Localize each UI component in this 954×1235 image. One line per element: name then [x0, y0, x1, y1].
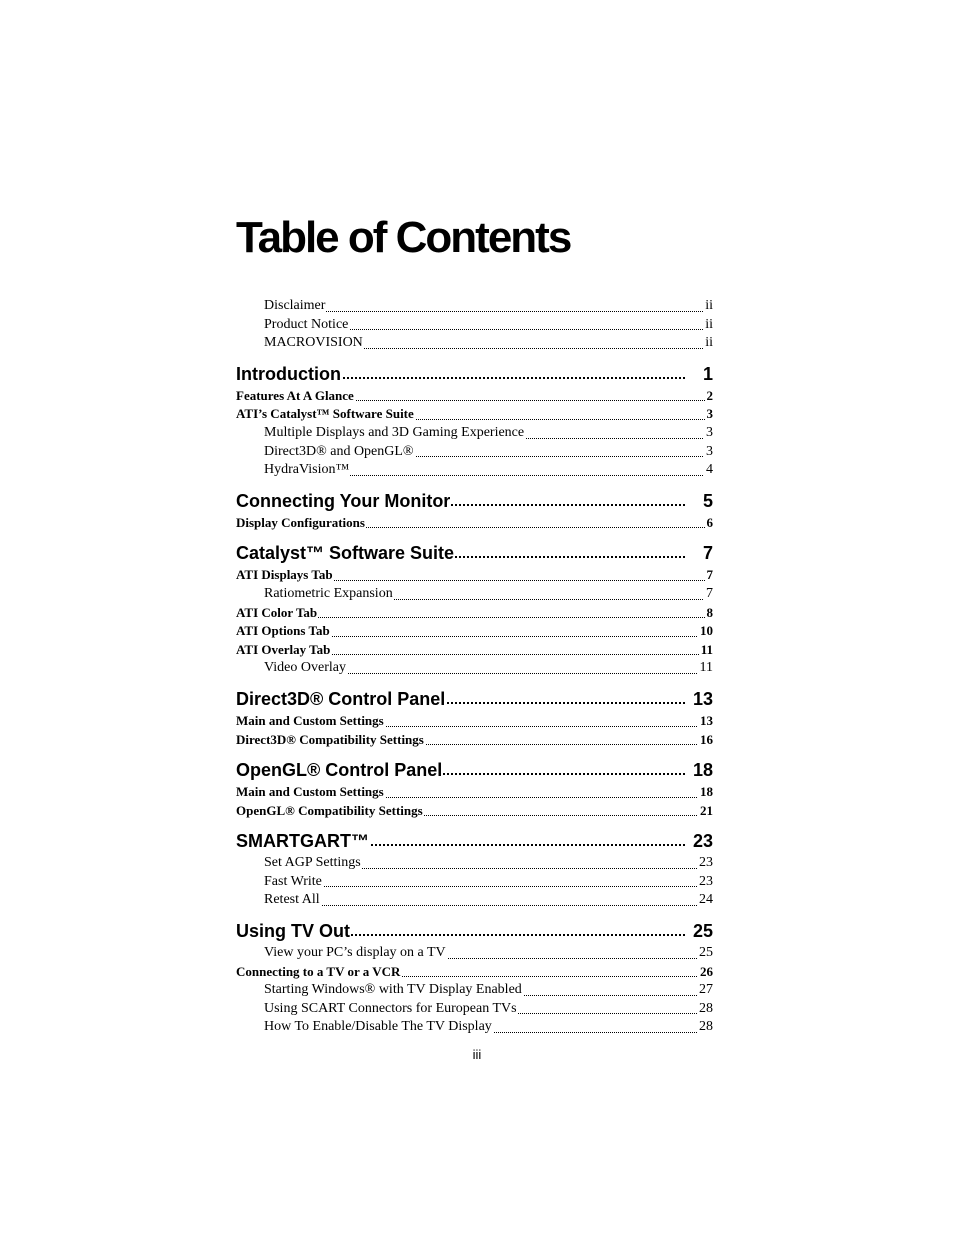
toc-entry-page: 25	[697, 944, 713, 963]
toc-entry-title: Set AGP Settings	[264, 855, 361, 871]
toc-entry-title: OpenGL® Compatibility Settings	[236, 802, 423, 818]
toc-subsection-entry	[264, 334, 713, 353]
table-of-contents	[236, 297, 713, 1037]
toc-subsection-entry	[264, 944, 713, 963]
toc-subsection-entry	[264, 659, 713, 678]
toc-entry-page: 7	[705, 566, 714, 585]
toc-entry-title: Video Overlay	[264, 660, 346, 676]
toc-entry-page: 28	[697, 1018, 713, 1037]
toc-entry-page: 18	[698, 783, 713, 802]
toc-section-entry	[236, 963, 713, 982]
toc-entry-page: 28	[697, 1000, 713, 1019]
toc-entry-title: ATI’s Catalyst™ Software Suite	[236, 406, 414, 422]
toc-chapter-entry	[236, 919, 713, 944]
toc-entry-title: Disclaimer	[264, 298, 326, 313]
toc-subsection-entry	[264, 854, 713, 873]
toc-entry-title: HydraVision™	[264, 462, 350, 478]
toc-subsection-entry	[264, 1000, 713, 1019]
toc-entry-title: Direct3D® Compatibility Settings	[236, 731, 424, 747]
toc-entry-page: 23	[697, 854, 713, 873]
toc-entry-page: ii	[703, 297, 713, 316]
footer-page-number: iii	[472, 1047, 482, 1062]
toc-subsection-entry	[264, 981, 713, 1000]
toc-entry-page: 7	[704, 585, 713, 604]
toc-entry-title: Connecting to a TV or a VCR	[236, 963, 401, 979]
toc-entry-title: Introduction	[236, 363, 341, 384]
toc-entry-page: 24	[697, 891, 713, 910]
toc-entry-title: Using TV Out	[236, 921, 350, 942]
toc-entry-title: Product Notice	[264, 316, 349, 332]
toc-entry-title: View your PC’s display on a TV	[264, 945, 446, 961]
toc-entry-title: Multiple Displays and 3D Gaming Experience	[264, 424, 525, 440]
toc-subsection-entry	[264, 873, 713, 892]
toc-entry-title: Ratiometric Expansion	[264, 585, 393, 601]
toc-entry-title: Connecting Your Monitor	[236, 490, 451, 511]
toc-entry-page: 11	[698, 659, 713, 678]
toc-entry-page: 2	[705, 387, 714, 406]
toc-section-entry	[236, 405, 713, 424]
toc-chapter-entry	[236, 541, 713, 566]
toc-entry-page: 3	[704, 443, 713, 462]
toc-subsection-entry	[264, 297, 713, 316]
toc-subsection-entry	[264, 443, 713, 462]
toc-entry-page: 16	[698, 731, 713, 750]
toc-entry-title: How To Enable/Disable The TV Display	[264, 1019, 492, 1035]
toc-subsection-entry	[264, 1018, 713, 1037]
toc-entry-page: 18	[687, 758, 713, 783]
toc-entry-page: 5	[697, 489, 713, 514]
toc-entry-title: Using SCART Connectors for European TVs	[264, 1000, 517, 1016]
toc-chapter-entry	[236, 758, 713, 783]
toc-chapter-entry	[236, 687, 713, 712]
toc-entry-page: 23	[697, 873, 713, 892]
toc-entry-page: 10	[698, 622, 713, 641]
toc-entry-title: Retest All	[264, 892, 320, 908]
toc-section-entry	[236, 566, 713, 585]
toc-entry-page: 6	[705, 514, 714, 533]
toc-section-entry	[236, 604, 713, 623]
toc-entry-page: 25	[687, 919, 713, 944]
toc-section-entry	[236, 802, 713, 821]
toc-entry-title: Direct3D® Control Panel	[236, 688, 446, 709]
toc-entry-title: ATI Displays Tab	[236, 567, 333, 583]
toc-section-entry	[236, 641, 713, 660]
toc-entry-title: Display Configurations	[236, 514, 365, 530]
toc-entry-page: 3	[705, 405, 714, 424]
toc-entry-page: 8	[705, 604, 714, 623]
toc-entry-title: Starting Windows® with TV Display Enabled	[264, 982, 522, 998]
toc-entry-title: Direct3D® and OpenGL®	[264, 443, 414, 459]
toc-entry-title: Fast Write	[264, 873, 322, 889]
toc-entry-page: 4	[704, 461, 713, 480]
toc-section-entry	[236, 731, 713, 750]
toc-entry-title: SMARTGART™	[236, 831, 369, 852]
dot-leader	[264, 311, 713, 312]
toc-entry-title: ATI Options Tab	[236, 623, 330, 639]
toc-entry-title: ATI Color Tab	[236, 604, 318, 620]
toc-subsection-entry	[264, 316, 713, 335]
toc-chapter-entry	[236, 829, 713, 854]
toc-entry-title: Main and Custom Settings	[236, 712, 384, 728]
toc-entry-page: ii	[703, 316, 713, 335]
page-title: Table of Contents	[236, 213, 571, 262]
toc-entry-title: Catalyst™ Software Suite	[236, 543, 455, 564]
toc-entry-page: ii	[703, 334, 713, 353]
toc-section-entry	[236, 712, 713, 731]
toc-entry-page: 23	[687, 829, 713, 854]
dot-leader	[264, 886, 713, 887]
toc-section-entry	[236, 783, 713, 802]
toc-subsection-entry	[264, 424, 713, 443]
toc-entry-page: 27	[697, 981, 713, 1000]
toc-entry-page: 26	[698, 963, 713, 982]
toc-chapter-entry	[236, 362, 713, 387]
toc-section-entry	[236, 514, 713, 533]
toc-chapter-entry	[236, 489, 713, 514]
toc-entry-page: 13	[698, 712, 713, 731]
toc-subsection-entry	[264, 585, 713, 604]
dot-leader	[264, 905, 713, 906]
toc-entry-page: 13	[687, 687, 713, 712]
toc-entry-page: 1	[697, 362, 713, 387]
toc-entry-page: 3	[704, 424, 713, 443]
toc-entry-page: 11	[699, 641, 713, 660]
toc-entry-page: 21	[698, 802, 713, 821]
toc-entry-title: MACROVISION	[264, 335, 363, 351]
toc-section-entry	[236, 622, 713, 641]
toc-subsection-entry	[264, 461, 713, 480]
toc-entry-title: Main and Custom Settings	[236, 784, 384, 800]
toc-entry-title: Features At A Glance	[236, 387, 354, 403]
toc-entry-page: 7	[697, 541, 713, 566]
toc-entry-title: OpenGL® Control Panel	[236, 760, 443, 781]
toc-entry-title: ATI Overlay Tab	[236, 641, 331, 657]
toc-section-entry	[236, 387, 713, 406]
toc-subsection-entry	[264, 891, 713, 910]
